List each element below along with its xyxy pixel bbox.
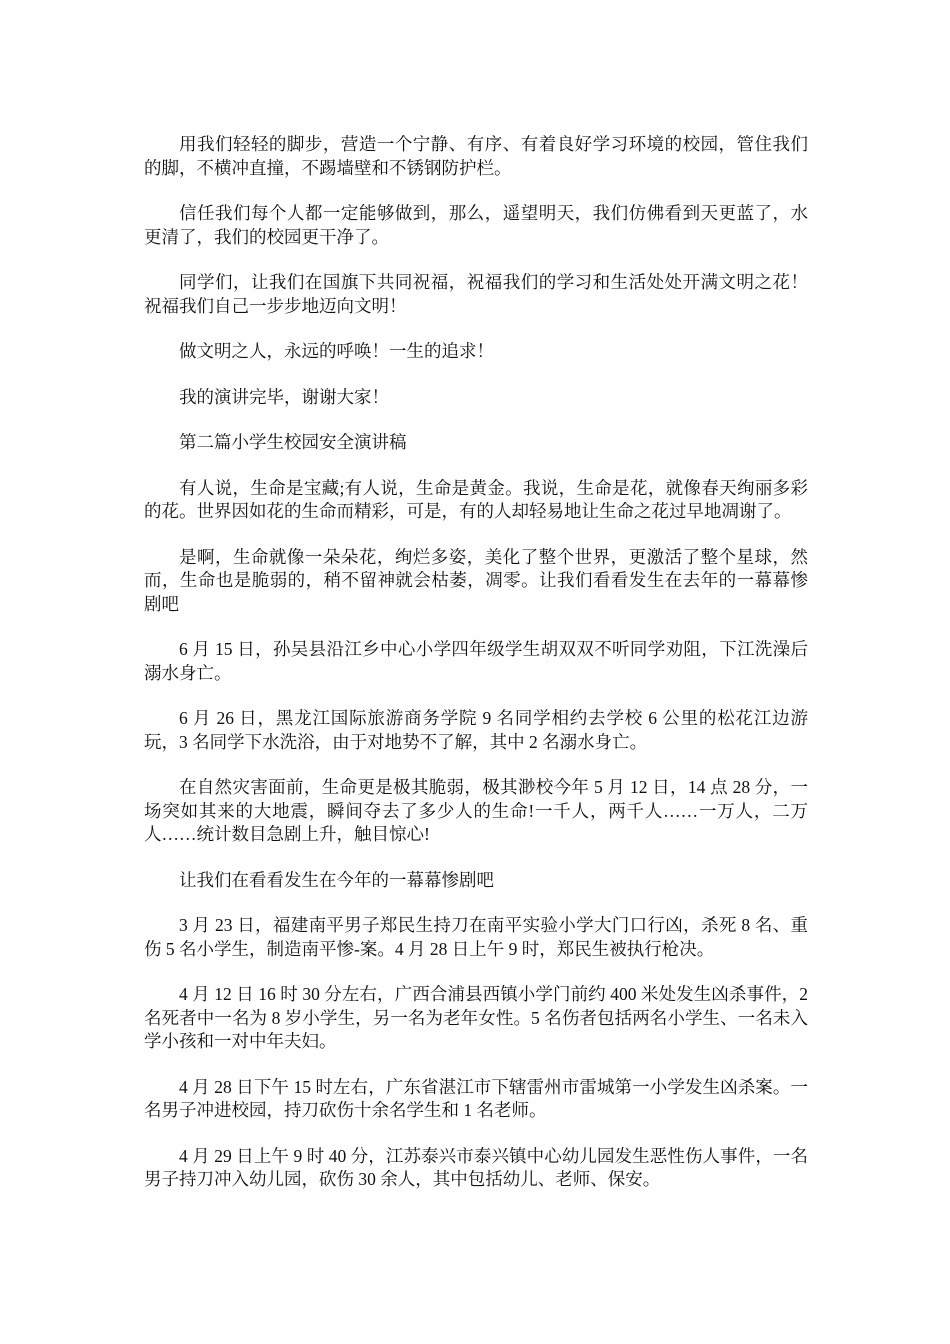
section-heading: 第二篇小学生校园安全演讲稿: [179, 432, 407, 452]
paragraph: 4 月 29 日上午 9 时 40 分，江苏泰兴市泰兴镇中心幼儿园发生恶性伤人事件，一名男子持刀冲入幼儿园，砍伤 30 余人，其中包括幼儿、老师、保安。: [144, 1145, 808, 1189]
paragraph: 让我们在看看发生在今年的一幕幕惨剧吧: [179, 869, 494, 890]
paragraph: 4 月 12 日 16 时 30 分左右，广西合浦县西镇小学门前约 400 米处发生凶杀事件，2 名死者中一名为 8 岁小学生，另一名为老年女性。5 名伤者包括两名小学生、一名未入学小孩和一对中年夫妇。: [144, 984, 813, 1051]
paragraph: 6 月 26 日，黑龙江国际旅游商务学院 9 名同学相约去学校 6 公里的松花江边游玩，3 名同学下水洗浴，由于对地势不了解，其中 2 名溺水身亡。: [144, 708, 808, 752]
paragraph: 是啊，生命就像一朵朵花，绚烂多姿，美化了整个世界，更激活了整个星球，然而，生命也是脆弱的，稍不留神就会枯萎，凋零。让我们看看发生在去年的一幕幕惨剧吧: [144, 546, 808, 614]
paragraph: 4 月 28 日下午 15 时左右，广东省湛江市下辖雷州市雷城第一小学发生凶杀案。一名男子冲进校园，持刀砍伤十余名学生和 1 名老师。: [144, 1076, 808, 1120]
paragraph: 有人说，生命是宝藏;有人说，生命是黄金。我说，生命是花，就像春天绚丽多彩的花。世界因如花的生命而精彩，可是，有的人却轻易地让生命之花过早地凋谢了。: [144, 477, 808, 521]
paragraph: 3 月 23 日，福建南平男子郑民生持刀在南平实验小学大门口行凶，杀死 8 名、重伤 5 名小学生，制造南平惨-案。4 月 28 日上午 9 时，郑民生被执行枪决。: [144, 915, 808, 959]
paragraph: 在自然灾害面前，生命更是极其脆弱，极其渺校今年 5 月 12 日，14 点 28 分，一场突如其来的大地震，瞬间夺去了多少人的生命!一千人，两千人……一万人，二万人……统计数目急剧上升，触目惊心!: [144, 777, 808, 844]
document-page: [144, 133, 813, 1214]
paragraph: 同学们，让我们在国旗下共同祝福，祝福我们的学习和生活处处开满文明之花！祝福我们自己一步步地迈向文明！: [144, 272, 808, 316]
paragraph: 信任我们每个人都一定能够做到，那么，遥望明天，我们仿佛看到天更蓝了，水更清了，我们的校园更干净了。: [144, 203, 808, 247]
paragraph: 6 月 15 日，孙吴县沿江乡中心小学四年级学生胡双双不听同学劝阻，下江洗澡后溺水身亡。: [144, 639, 808, 683]
paragraph: 做文明之人，永远的呼唤！一生的追求！: [179, 341, 494, 361]
paragraph: 用我们轻轻的脚步，营造一个宁静、有序、有着良好学习环境的校园，管住我们的脚，不横冲直撞，不踢墙壁和不锈钢防护栏。: [144, 134, 808, 178]
paragraph: 我的演讲完毕，谢谢大家！: [179, 386, 389, 407]
